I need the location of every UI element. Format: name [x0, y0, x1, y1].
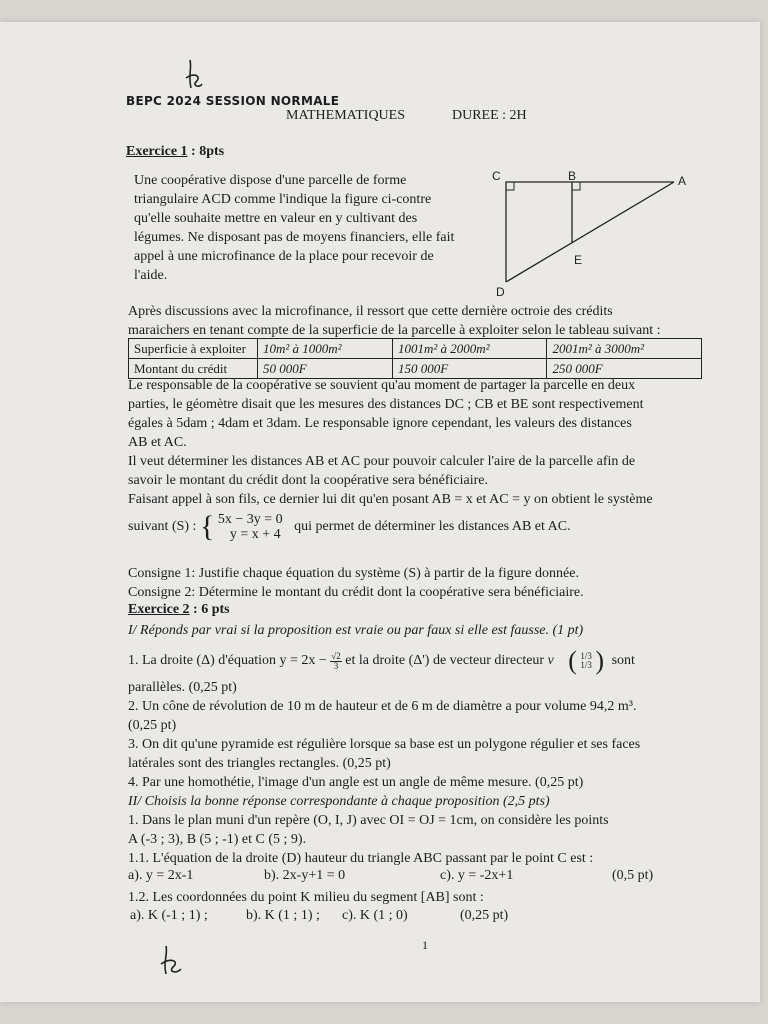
right-angle-c	[506, 182, 514, 190]
signature-mark-top	[180, 58, 210, 96]
system-eq1: 5x − 3y = 0	[217, 512, 283, 527]
intro-line: légumes. Ne disposant pas de moyens financiers, elle fait	[134, 230, 455, 245]
text-line: égales à 5dam ; 4dam et 3dam. Le responsable ignore cependant, les valeurs des distances	[128, 416, 632, 431]
part-2-heading: II/ Choisis la bonne réponse correspondante à chaque proposition (2,5 pts)	[128, 794, 550, 809]
intro-line: l'aide.	[134, 268, 168, 283]
consigne-2: Consigne 2: Détermine le montant du crédit dont la coopérative sera bénéficiaire.	[128, 585, 584, 600]
text-line: AB et AC.	[128, 435, 187, 450]
question-1	[128, 646, 635, 676]
exercise-1-label: Exercice 1	[126, 144, 188, 159]
vector-symbol: v⃗	[547, 653, 565, 668]
q1-fraction-den: 3	[333, 660, 339, 671]
q1-text-c: sont	[611, 653, 635, 668]
exercise-1-body	[128, 376, 653, 509]
exercise-2-label: Exercice 2	[128, 602, 190, 617]
choice-c: c). y = -2x+1	[440, 868, 514, 883]
row-label-amount: Montant du crédit	[129, 359, 258, 379]
points-label: (0,5 pt)	[612, 868, 654, 883]
choice-a: a). K (-1 ; 1) ;	[130, 908, 208, 923]
intro-line: triangulaire ACD comme l'indique la figure ci-contre	[134, 192, 432, 207]
p12-question: 1.2. Les coordonnées du point K milieu du segment [AB] sont :	[128, 890, 484, 905]
p1-line-2: A (-3 ; 3), B (5 ; -1) et C (5 ; 9).	[128, 832, 307, 847]
system-line	[128, 510, 571, 544]
part-1-questions	[128, 678, 640, 868]
q2-line-2: (0,25 pt)	[128, 718, 177, 733]
q1-text-a: 1. La droite (Δ) d'équation y = 2x −	[128, 653, 327, 668]
choice-c: c). K (1 ; 0)	[342, 908, 408, 923]
q1-fraction	[330, 652, 341, 671]
triangle-figure	[488, 170, 698, 300]
vector-components	[580, 652, 592, 670]
text-line: savoir le montant du crédit dont la coopérative sera bénéficiaire.	[128, 473, 488, 488]
right-angle-b	[572, 182, 580, 190]
text-line: Après discussions avec la microfinance, il ressort que cette dernière octroie des crédits	[128, 304, 613, 319]
vector-y: 1/3	[580, 660, 592, 670]
p1-line-1: 1. Dans le plan muni d'un repère (O, I, J) avec OI = OJ = 1cm, on considère les points	[128, 813, 609, 828]
choice-b: b). K (1 ; 1) ;	[246, 908, 320, 923]
system-prefix: suivant (S) :	[128, 519, 197, 534]
segment-da	[506, 182, 674, 282]
intro-line: appel à une microfinance de la place pour recevoir de	[134, 249, 434, 264]
page-number: 1	[422, 938, 428, 952]
amount-cell: 50 000F	[258, 359, 393, 379]
point-label-c: C	[492, 170, 501, 183]
point-label-a: A	[678, 174, 687, 188]
amount-cell: 250 000F	[547, 359, 702, 379]
area-range-cell: 1001m² à 2000m²	[392, 339, 547, 359]
system-brace: {	[199, 510, 215, 543]
system-suffix: qui permet de déterminer les distances AB et AC.	[294, 519, 571, 534]
q3-line-2: latérales sont des triangles rectangles. (0,25 pt)	[128, 756, 391, 771]
q3-line-1: 3. On dit qu'une pyramide est régulière lorsque sa base est un polygone régulier et ses faces	[128, 737, 641, 752]
consigne-1: Consigne 1: Justifie chaque équation du système (S) à partir de la figure donnée.	[128, 566, 579, 581]
credit-table	[128, 338, 702, 379]
table-row-area	[129, 339, 702, 359]
intro-line: qu'elle souhaite mettre en valeur en y cultivant des	[134, 211, 418, 226]
signature-mark-bottom	[156, 944, 188, 980]
vector-x: 1/3	[580, 651, 592, 661]
point-label-b: B	[568, 170, 577, 183]
duration-label: DUREE : 2H	[452, 108, 527, 123]
subject-label: MATHEMATIQUES	[286, 108, 405, 123]
row-label-area: Superficie à exploiter	[129, 339, 258, 359]
text-line: maraichers en tenant compte de la superficie de la parcelle à exploiter selon le tableau suivant :	[128, 323, 661, 338]
text-line: Il veut déterminer les distances AB et AC pour pouvoir calculer l'aire de la parcelle afin de	[128, 454, 636, 469]
q1-text-b: et la droite (Δ') de vecteur directeur	[345, 653, 545, 668]
vector-paren-close: )	[595, 646, 605, 675]
exercise-2-points: : 6 pts	[189, 602, 230, 617]
q4-line: 4. Par une homothétie, l'image d'un angle est un angle de même mesure. (0,25 pt)	[128, 775, 584, 790]
p12-choices	[130, 908, 690, 927]
point-label-e: E	[574, 253, 583, 267]
choice-b: b). 2x-y+1 = 0	[264, 868, 346, 883]
part-1-heading: I/ Réponds par vrai si la proposition est vraie ou par faux si elle est fausse. (1 pt)	[128, 623, 584, 638]
exercise-1-title	[126, 144, 224, 160]
exercise-1-points: : 8pts	[187, 144, 225, 159]
q1-fraction-num: √2	[331, 650, 341, 661]
consignes	[128, 564, 584, 602]
q1-line-2: parallèles. (0,25 pt)	[128, 680, 237, 695]
system-eq2: y = x + 4	[229, 527, 281, 542]
text-line: Le responsable de la coopérative se souvient qu'au moment de partager la parcelle en deux	[128, 378, 636, 393]
text-line: parties, le géomètre disait que les mesures des distances DC ; CB et BE sont respectivement	[128, 397, 644, 412]
exam-sheet	[0, 22, 760, 1002]
text-line: Faisant appel à son fils, ce dernier lui dit qu'en posant AB = x et AC = y on obtient le système	[128, 492, 653, 507]
exercise-1-intro	[134, 171, 480, 285]
point-label-d: D	[496, 285, 505, 299]
area-range-cell: 10m² à 1000m²	[258, 339, 393, 359]
intro-line: Une coopérative dispose d'une parcelle de forme	[134, 173, 407, 188]
vector-paren-open: (	[568, 646, 577, 675]
exercise-1-after-text	[128, 302, 661, 340]
q2-line-1: 2. Un cône de révolution de 10 m de hauteur et de 6 m de diamètre a pour volume 94,2 m³.	[128, 699, 637, 714]
area-range-cell: 2001m² à 3000m²	[547, 339, 702, 359]
system-equations	[218, 512, 283, 542]
amount-cell: 150 000F	[392, 359, 547, 379]
choice-a: a). y = 2x-1	[128, 868, 194, 883]
p11-question: 1.1. L'équation de la droite (D) hauteur du triangle ABC passant par le point C est :	[128, 851, 594, 866]
points-label: (0,25 pt)	[460, 908, 509, 923]
exam-session-title: BEPC 2024 SESSION NORMALE	[126, 94, 340, 108]
p11-choices	[128, 868, 702, 887]
exercise-2-title	[128, 602, 230, 618]
